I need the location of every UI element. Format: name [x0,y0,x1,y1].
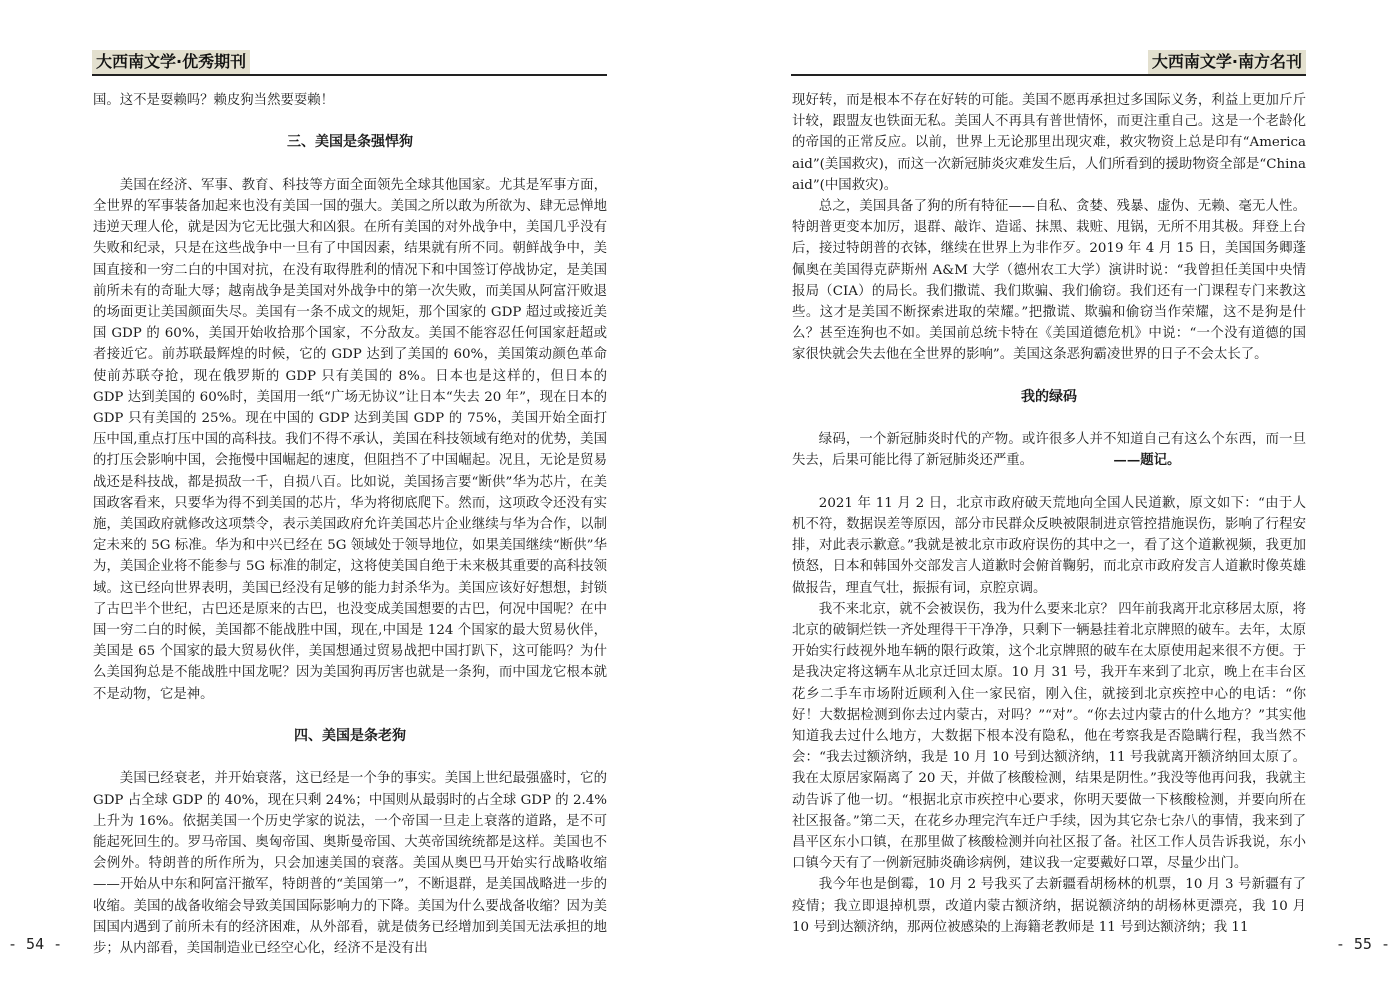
section3-title: 三、美国是条强悍狗 [287,134,413,151]
right-header: 大西南文学·南方名刊 [1148,50,1306,74]
article-paragraph-3: 我今年也是倒霉，10 月 2 号我买了去新疆看胡杨林的机票，10 月 3 号新疆有了疫情；我立即退掉机票，改道内蒙古额济纳，据说额济纳的胡杨林更漂亮，我 10 月 10 号到达额济纳，那两位被感染的上海籍老教师是 11 号到达额济纳；我 11 [792,877,1306,935]
right-header-rule [791,74,1306,76]
epigraph-signature: ——题记。 [1113,452,1181,469]
right-page-number: - 55 - [1335,935,1390,953]
continued-paragraph: 现好转，而是根本不存在好转的可能。美国不愿再承担过多国际义务，利益上更加斤斤计较，跟盟友也铁面无私。美国人不再具有普世情怀，而更注重自己。这是一个老龄化的帝国的正常反应。以前，世界上无论那里出现灾难，救灾物资上总是印有“America aid”(美国救灾)，而这一次新冠肺炎灾难发生后，人们所看到的援助物资全部是“China aid”(中国救灾)。 [792,93,1306,193]
left-header-rule [92,74,607,76]
right-body [792,90,1306,938]
right-page [699,0,1398,982]
section3-body: 美国在经济、军事、教育、科技等方面全面领先全球其他国家。尤其是军事方面，全世界的军事装备加起来也没有美国一国的强大。美国之所以敢为所欲为、肆无忌惮地违逆天理人伦，就是因为它无比强大和凶狠。在所有美国的对外战争中，美国几乎没有失败和纪录，只是在这些战争中一旦有了中国因素，结果就有所不同。朝鲜战争中，美国直接和一穷二白的中国对抗，在没有取得胜利的情况下和中国签订停战协定，是美国前所未有的奇耻大辱；越南战争是美国对外战争中的第一次失败，而美国从阿富汗败退的场面更让美国颜面失尽。美国有一条不成文的规矩，那个国家的 GDP 超过或接近美国 GDP 的 60%，美国开始收拾那个国家，不分敌友。美国不能容忍任何国家赶超或者接近它。前苏联最辉煌的时候，它的 GDP 达到了美国的 60%，美国策动颜色革命使前苏联夺抢，现在俄罗斯的 GDP 只有美国的 8%。日本也是这样的，但日本的 GDP 达到美国的 60%时，美国用一纸“广场无协议”让日本“失去 20 年”，现在日本的 GDP 只有美国的 25%。现在中国的 GDP 达到美国 GDP 的 75%，美国开始全面打压中国,重点打压中国的高科技。我们不得不承认，美国在科技领域有绝对的优势，美国的打压会影响中国，会拖慢中国崛起的速度，但阻挡不了中国崛起。况且，无论是贸易战还是科技战，都是损敌一千，自损八百。比如说，美国扬言要“断供”华为芯片，在美国政客看来，只要华为得不到美国的芯片，华为将彻底爬下。然而，这项政令还没有实施，美国政府就修改这项禁令，表示美国政府允许美国芯片企业继续与华为合作，以制定未来的 5G 标准。华为和中兴已经在 5G 领域处于领导地位，如果美国继续“断供”华为，美国企业将不能参与 5G 标准的制定，这将使美国自绝于未来极其重要的高科技领域。这已经向世界表明，美国已经没有足够的能力封杀华为。美国应该好好想想，封锁了古巴半个世纪，古巴还是原来的古巴，也没变成美国想要的古巴，何况中国呢？在中国一穷二白的时候，美国都不能战胜中国，现在,中国是 124 个国家的最大贸易伙伴，美国是 65 个国家的最大贸易伙伴，美国想通过贸易战把中国打趴下，这可能吗？为什么美国狗总是不能战胜中国龙呢？因为美国狗再厉害也就是一条狗，而中国龙它根本就不是动物，它是神。 [93,177,607,702]
article-paragraph-1: 2021 年 11 月 2 日，北京市政府破天荒地向全国人民道歉，原文如下：“由于人机不符，数据误差等原因，部分市民群众反映被限制进京管控措施误伤，影响了行程安排，对此表示歉意。”我就是被北京市政府误伤的其中之一，看了这个道歉视频，我更加愤怒，日本和韩国外交部发言人道歉时会俯首鞠躬，而北京市政府发言人道歉时像英雄做报告，理直气壮，振振有词，京腔京调。 [792,495,1306,596]
article-paragraph-2: 我不来北京，就不会被误伤，我为什么要来北京？ 四年前我离开北京移居太原，将北京的破铜烂铁一齐处理得干干净净，只剩下一辆悬挂着北京牌照的破车。去年，太原开始实行歧视外地车辆的限行政策，这个北京牌照的破车在太原使用起来很不方便。于是我决定将这辆车从北京迁回太原。10 月 31 号，我开车来到了北京，晚上在丰台区花乡二手车市场附近顾利入住一家民宿，刚入住，就接到北京疾控中心的电话：“你好！大数据检测到你去过内蒙古，对吗？”“对”。“你去过内蒙古的什么地方？”其实他知道我去过什么地方，大数据下根本没有隐私，他在考察我是否隐瞒行程，我当然不会：“我去过额济纳，我是 10 月 10 号到达额济纳，11 号我就离开额济纳回太原了。我在太原居家隔离了 20 天，并做了核酸检测，结果是阴性。”我没等他再问我，我就主动告诉了他一切。“根据北京市疾控中心要求，你明天要做一下核酸检测，并要向所在社区报备。”第二天，在花乡办理完汽车迁户手续，因为其它杂七杂八的事情，我来到了昌平区东小口镇，在那里做了核酸检测并向社区报了备。社区工作人员告诉我说，东小口镇今天有了一例新冠肺炎确诊病例，建议我一定要戴好口罩，尽量少出门。 [792,601,1306,872]
opening-line: 国。这不是耍赖吗？赖皮狗当然要耍赖！ [93,93,335,108]
left-body [93,90,607,959]
section4-body: 美国已经衰老，并开始衰落，这已经是一个争的事实。美国上世纪最强盛时，它的 GDP 占全球 GDP 的 40%，现在只剩 24%；中国则从最弱时的占全球 GDP 的 2.4%上升为 16%。依据美国一个历史学家的说法，一个帝国一旦走上衰落的道路，是不可能起死回生的。罗马帝国、奥匈帝国、奥斯曼帝国、大英帝国统统都是这样。美国也不会例外。特朗普的所作所为，只会加速美国的衰落。美国从奥巴马开始实行战略收缩——开始从中东和阿富汗撤军，特朗普的“美国第一”，不断退群，是美国战略进一步的收缩。美国的战备收缩会导致美国国际影响力的下降。美国为什么要战备收缩？因为美国国内遇到了前所未有的经济困难，从外部看，就是债务已经增加到美国无法承担的地步；从内部看，美国制造业已经空心化，经济不是没有出 [93,771,607,957]
section4-title: 四、美国是条老狗 [294,728,406,745]
left-page-number: - 54 - [8,935,63,953]
left-header: 大西南文学·优秀期刊 [92,50,250,74]
article-title: 我的绿码 [1021,388,1077,405]
summary-paragraph: 总之，美国具备了狗的所有特征——自私、贪婪、残暴、虚伪、无赖、毫无人性。特朗普更变本加厉，退群、敲诈、造谣、抹黑、栽赃、甩锅，无所不用其极。拜登上台后，接过特朗普的衣钵，继续在世界上为非作歹。2019 年 4 月 15 日，美国国务卿蓬佩奥在美国得克萨斯州 A&M 大学（德州农工大学）演讲时说：“我曾担任美国中央情报局（CIA）的局长。我们撒谎、我们欺骗、我们偷窃。我们还有一门课程专门来教这些。这才是美国不断探索进取的荣耀。”把撒谎、欺骗和偷窃当作荣耀，这不是狗是什么？甚至连狗也不如。美国前总统卡特在《美国道德危机》中说：“一个没有道德的国家很快就会失去他在全世界的影响”。美国这条恶狗霸凌世界的日子不会太长了。 [792,199,1306,363]
epigraph-text: 绿码，一个新冠肺炎时代的产物。或许很多人并不知道自己有这么个东西，而一旦失去，后果可能比得了新冠肺炎还严重。 [792,432,1306,469]
epigraph [792,429,1306,471]
